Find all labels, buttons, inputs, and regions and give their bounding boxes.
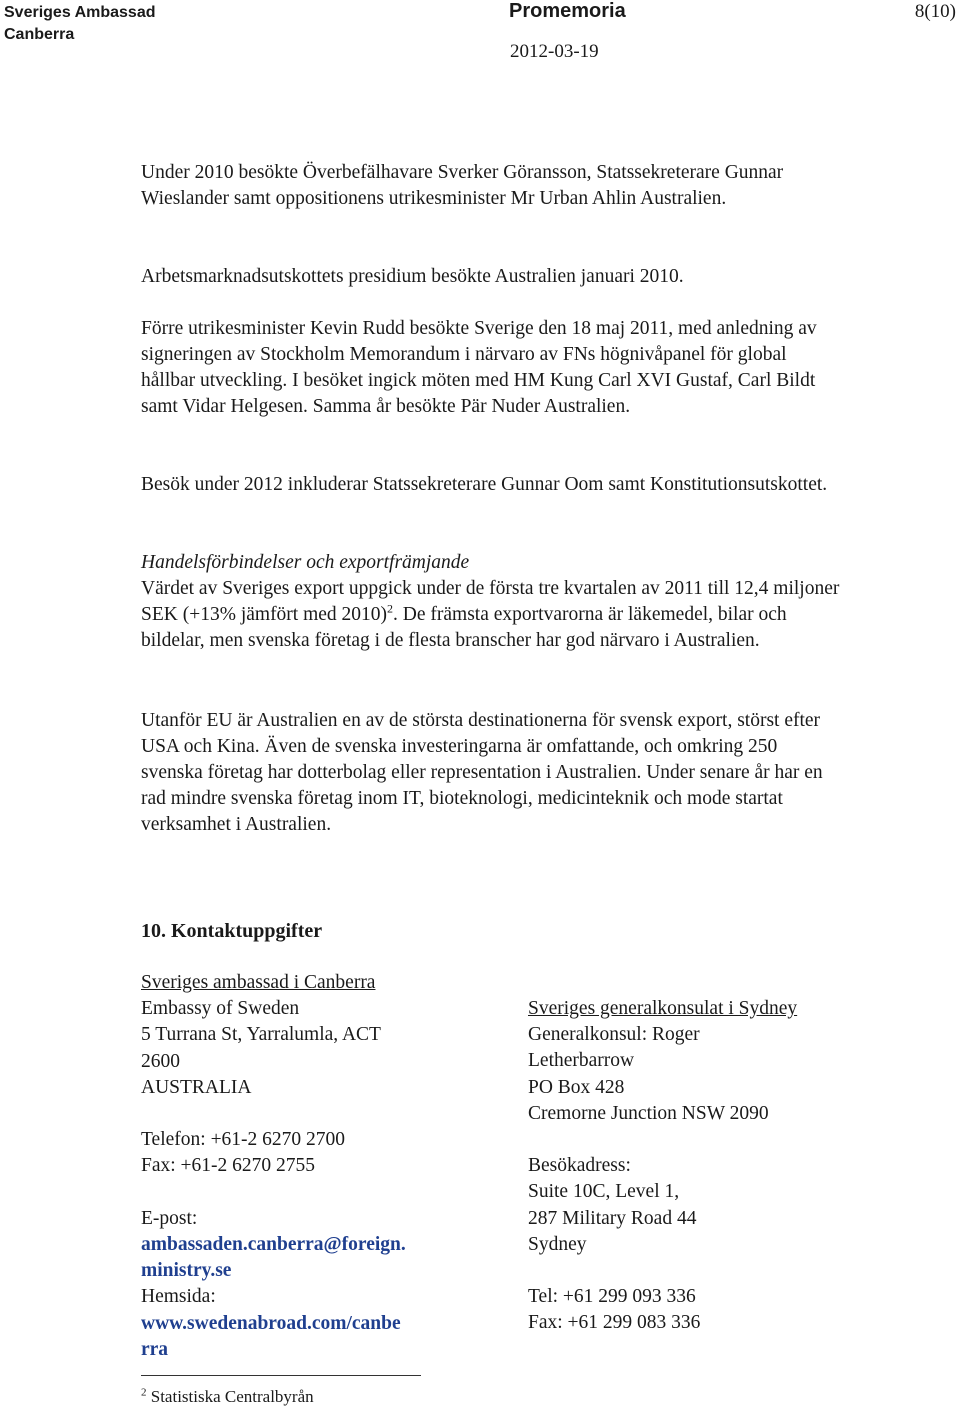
consulate-line: Cremorne Junction NSW 2090 <box>528 1102 769 1124</box>
embassy-line: 2600 <box>141 1050 180 1072</box>
consulate-title: Sveriges generalkonsulat i Sydney <box>528 998 798 1019</box>
paragraph-text: Under 2010 besökte Överbefälhavare Sverker Göransson, Statssekreterare Gunnar Wieslander samt oppositionens utrikesminister Mr Urban Ahlin Australien. <box>141 162 784 209</box>
footnote-text: Statistiska Centralbyrån <box>150 1387 314 1406</box>
consulate-tel: Tel: +61 299 093 336 <box>528 1286 696 1308</box>
consulate-visit-line: 287 Military Road 44 <box>528 1207 697 1229</box>
paragraph-text: Arbetsmarknadsutskottets presidium besökte Australien januari 2010. <box>141 266 684 287</box>
footnote-ref: 2 <box>387 601 394 616</box>
embassy-contact-block <box>141 970 406 1363</box>
paragraph-export-destination <box>141 708 841 838</box>
web-link-part[interactable]: rra <box>141 1338 169 1360</box>
paragraph-rudd-visit <box>141 316 841 420</box>
consulate-contact-block <box>528 996 797 1337</box>
embassy-email-label: E-post: <box>141 1207 198 1229</box>
consulate-line: Generalkonsul: Roger <box>528 1024 700 1046</box>
header-org-name: Sveriges Ambassad <box>4 4 156 21</box>
footnote-number: 2 <box>141 1386 147 1399</box>
consulate-line: Letherbarrow <box>528 1050 635 1072</box>
embassy-web-link[interactable] <box>141 1311 406 1363</box>
embassy-phone: Telefon: +61-2 6270 2700 <box>141 1129 346 1151</box>
footnote-divider <box>141 1375 421 1376</box>
paragraph-text: Förre utrikesminister Kevin Rudd besökte Sverige den 18 maj 2011, med anledning av signeringen av Stockholm Memorandum i närvaro av FNs högnivåpanel för global hållbar utveckling. I besöket ingick möten med HM Kung Carl XVI Gustaf, Carl Bildt samt Vidar Helgesen. Samma år besökte Pär Nuder Australien. <box>141 318 817 417</box>
email-link-part[interactable]: ministry.se <box>141 1260 232 1282</box>
trade-subheading: Handelsförbindelser och exportfrämjande <box>141 552 470 573</box>
consulate-fax: Fax: +61 299 083 336 <box>528 1312 701 1334</box>
header-city: Canberra <box>4 26 75 43</box>
embassy-email-link[interactable] <box>141 1232 406 1284</box>
page-number: 8(10) <box>914 1 956 22</box>
embassy-fax: Fax: +61-2 6270 2755 <box>141 1155 316 1177</box>
header-organization <box>4 2 155 46</box>
document-title: Promemoria <box>509 0 626 22</box>
section-trade <box>141 550 841 654</box>
paragraph-text: Besök under 2012 inkluderar Statssekreterare Gunnar Oom samt Konstitutionsutskottet. <box>141 474 828 495</box>
paragraph-text: Utanför EU är Australien en av de största destinationerna för svensk export, störst efter USA och Kina. Även de svenska investeringarna är omfattande, och omkring 250 svenska företag har dotterbolag eller representation i Australien. Under senare år har en rad mindre svenska företag inom IT, bioteknologi, medicinteknik och mode startat verksamhet i Australien. <box>141 710 823 835</box>
email-link-part[interactable]: ambassaden.canberra@foreign. <box>141 1234 406 1255</box>
embassy-line: 5 Turrana St, Yarralumla, ACT <box>141 1024 381 1046</box>
embassy-line: AUSTRALIA <box>141 1076 252 1098</box>
paragraph-export-value <box>141 576 841 654</box>
consulate-visit-line: Suite 10C, Level 1, <box>528 1181 680 1203</box>
document-date: 2012-03-19 <box>510 41 599 62</box>
embassy-title: Sveriges ambassad i Canberra <box>141 972 376 993</box>
embassy-web-label: Hemsida: <box>141 1286 216 1308</box>
web-link-part[interactable]: www.swedenabroad.com/canbe <box>141 1312 401 1334</box>
footnote <box>141 1386 314 1408</box>
embassy-line: Embassy of Sweden <box>141 998 300 1020</box>
paragraph-visits-2012 <box>141 472 841 498</box>
consulate-visit-line: Sydney <box>528 1233 587 1255</box>
export-text-a: Värdet av Sveriges export uppgick under de första tre kvartalen av 2011 till 12,4 miljoner SEK (+13% jämfört med 2010) <box>141 578 840 625</box>
contacts-heading: 10. Kontaktuppgifter <box>141 920 323 942</box>
paragraph-visits-2010 <box>141 160 841 212</box>
paragraph-committee-visit <box>141 264 841 290</box>
consulate-line: PO Box 428 <box>528 1076 625 1098</box>
export-text-b: . De främsta exportvarorna är läkemedel, bilar och bildelar, men svenska företag i de flesta branscher har god närvaro i Australien. <box>141 604 787 651</box>
consulate-visit-label: Besökadress: <box>528 1155 631 1177</box>
